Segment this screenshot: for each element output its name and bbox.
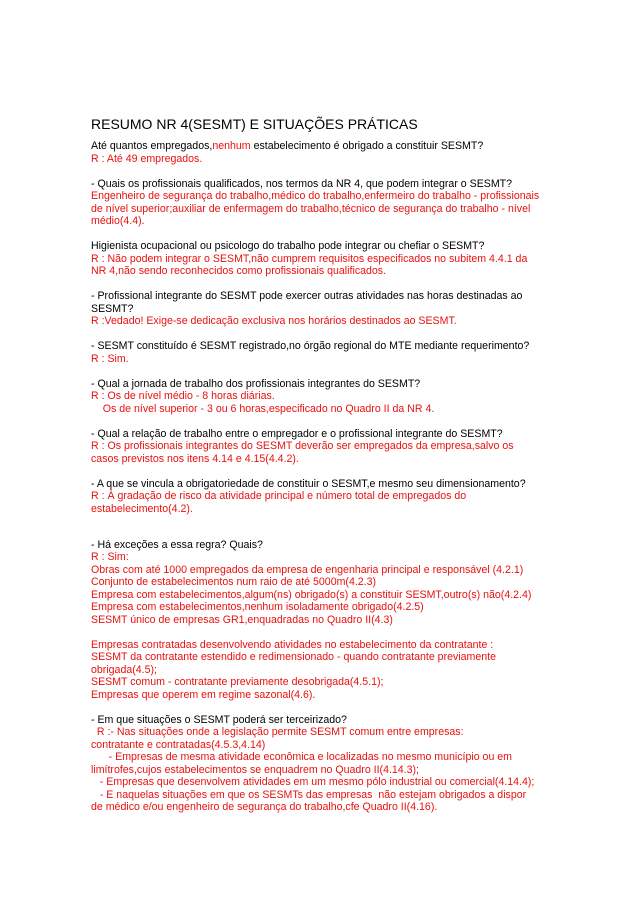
qa-block-6	[91, 378, 551, 416]
answer-line: R : À gradação de risco da atividade principal e número total de empregados do	[91, 490, 467, 502]
answer-line: Os de nível superior - 3 ou 6 horas,especificado no Quadro II da NR 4.	[91, 402, 435, 415]
answer-line: estabelecimento(4.2).	[91, 502, 193, 515]
document-title: RESUMO NR 4(SESMT) E SITUAÇÕES PRÁTICAS	[91, 116, 418, 132]
answer-line: R : Os profissionais integrantes do SESMT deverão ser empregados da empresa,salvo os	[91, 440, 514, 452]
answer-line: R : Os de nível médio - 8 horas diárias.	[91, 390, 275, 402]
question: - Quais os profissionais qualificados, nos termos da NR 4, que podem integrar o SESMT?	[91, 177, 513, 190]
answer-line: SESMT comum - contratante previamente desobrigada(4.5.1);	[91, 676, 384, 688]
question: Higienista ocupacional ou psicologo do trabalho pode integrar ou chefiar o SESMT?	[91, 240, 485, 252]
answer-line: SESMT da contratante estendido e redimensionado - quando contratante previamente	[91, 651, 496, 663]
question-line: SESMT?	[91, 302, 134, 315]
answer-line: - E naquelas situações em que os SESMTs das empresas não estejam obrigados a dispor	[91, 788, 527, 801]
qa-block-4	[91, 290, 551, 328]
answer-line: Empresas contratadas desenvolvendo atividades no estabelecimento da contratante :	[91, 638, 494, 651]
answer-line: obrigada(4.5);	[91, 663, 157, 676]
answer-line: Conjunto de estabelecimentos num raio de até 5000m(4.2.3)	[91, 576, 377, 588]
answer-line: de médico e/ou engenheiro de segurança do trabalho,cfe Quadro II(4.16).	[91, 801, 438, 813]
answer-line: médio(4.4).	[91, 215, 145, 227]
question: - Qual a jornada de trabalho dos profissionais integrantes do SESMT?	[91, 377, 421, 390]
answer-line: - Empresas que desenvolvem atividades em um mesmo pólo industrial ou comercial(4.14.4);	[91, 776, 535, 788]
question: - A que se vincula a obrigatoriedade de constituir o SESMT,e mesmo seu dimensionamento?	[91, 477, 526, 490]
question-line: - Profissional integrante do SESMT pode exercer outras atividades nas horas destinadas ao	[91, 290, 523, 302]
document-page	[91, 116, 551, 826]
answer-line: de nível superior;auxiliar de enfermagem do trabalho,técnico de segurança do trabalho - nível	[91, 202, 531, 215]
outsourcing-block	[91, 714, 551, 814]
answer-line: R :- Nas situações onde a legislação permite SESMT comum entre empresas:	[91, 726, 464, 738]
question: - Qual a relação de trabalho entre o empregador e o profissional integrante do SESMT?	[91, 427, 503, 440]
question: - Em que situações o SESMT poderá ser terceirizado?	[91, 713, 347, 726]
qa-block-7	[91, 428, 551, 466]
answer: R : Sim.	[91, 352, 129, 365]
answer-line: limítrofes,cujos estabelecimentos se enquadrem no Quadro II(4.14.3);	[91, 763, 419, 776]
spacer	[91, 528, 551, 539]
qa-block-8	[91, 478, 551, 516]
question: - Há exceções a essa regra? Quais?	[91, 538, 263, 551]
exceptions-block	[91, 539, 551, 627]
answer-line: R : Não podem integrar o SESMT,não cumprem requisitos especificados no subitem 4.4.1 da	[91, 252, 528, 265]
question: - SESMT constituído é SESMT registrado,no órgão regional do MTE mediante requerimento?	[91, 340, 530, 352]
answer-line: SESMT único de empresas GR1,enquadradas no Quadro II(4.3)	[91, 613, 393, 626]
answer-line: R : Sim:	[91, 551, 129, 563]
answer-line: Empresas que operem em regime sazonal(4.6).	[91, 688, 316, 701]
question-text: Até quantos empregados,	[91, 140, 213, 152]
answer-line: - Empresas de mesma atividade econômica e localizadas no mesmo município ou em	[91, 751, 512, 763]
answer-line: Empresa com estabelecimentos,algum(ns) obrigado(s) a constituir SESMT,outro(s) não(4.2.4)	[91, 588, 532, 601]
answer-line: Obras com até 1000 empregados da empresa de engenharia principal e responsável (4.2.1)	[91, 563, 524, 576]
qa-block-2	[91, 178, 551, 228]
answer-line: Empresa com estabelecimentos,nenhum isoladamente obrigado(4.2.5)	[91, 601, 424, 613]
answer: R : Até 49 empregados.	[91, 152, 203, 165]
answer-line: NR 4,não sendo reconhecidos como profissionais qualificados.	[91, 265, 387, 277]
question-highlight: nenhum	[212, 140, 251, 152]
question-text: estabelecimento é obrigado a constituir SESMT?	[250, 140, 484, 152]
answer-line: casos previstos nos itens 4.14 e 4.15(4.4.2).	[91, 452, 299, 465]
qa-block-1	[91, 140, 551, 165]
qa-block-5	[91, 340, 551, 365]
answer-line: Engenheiro de segurança do trabalho,médico do trabalho,enfermeiro do trabalho - profissionais	[91, 190, 540, 202]
contracted-block	[91, 639, 551, 702]
answer-line: contratante e contratadas(4.5.3,4.14)	[91, 738, 266, 751]
question	[91, 140, 551, 153]
answer: R :Vedado! Exige-se dedicação exclusiva nos horários destinados ao SESMT.	[91, 315, 457, 327]
qa-block-3	[91, 240, 551, 278]
